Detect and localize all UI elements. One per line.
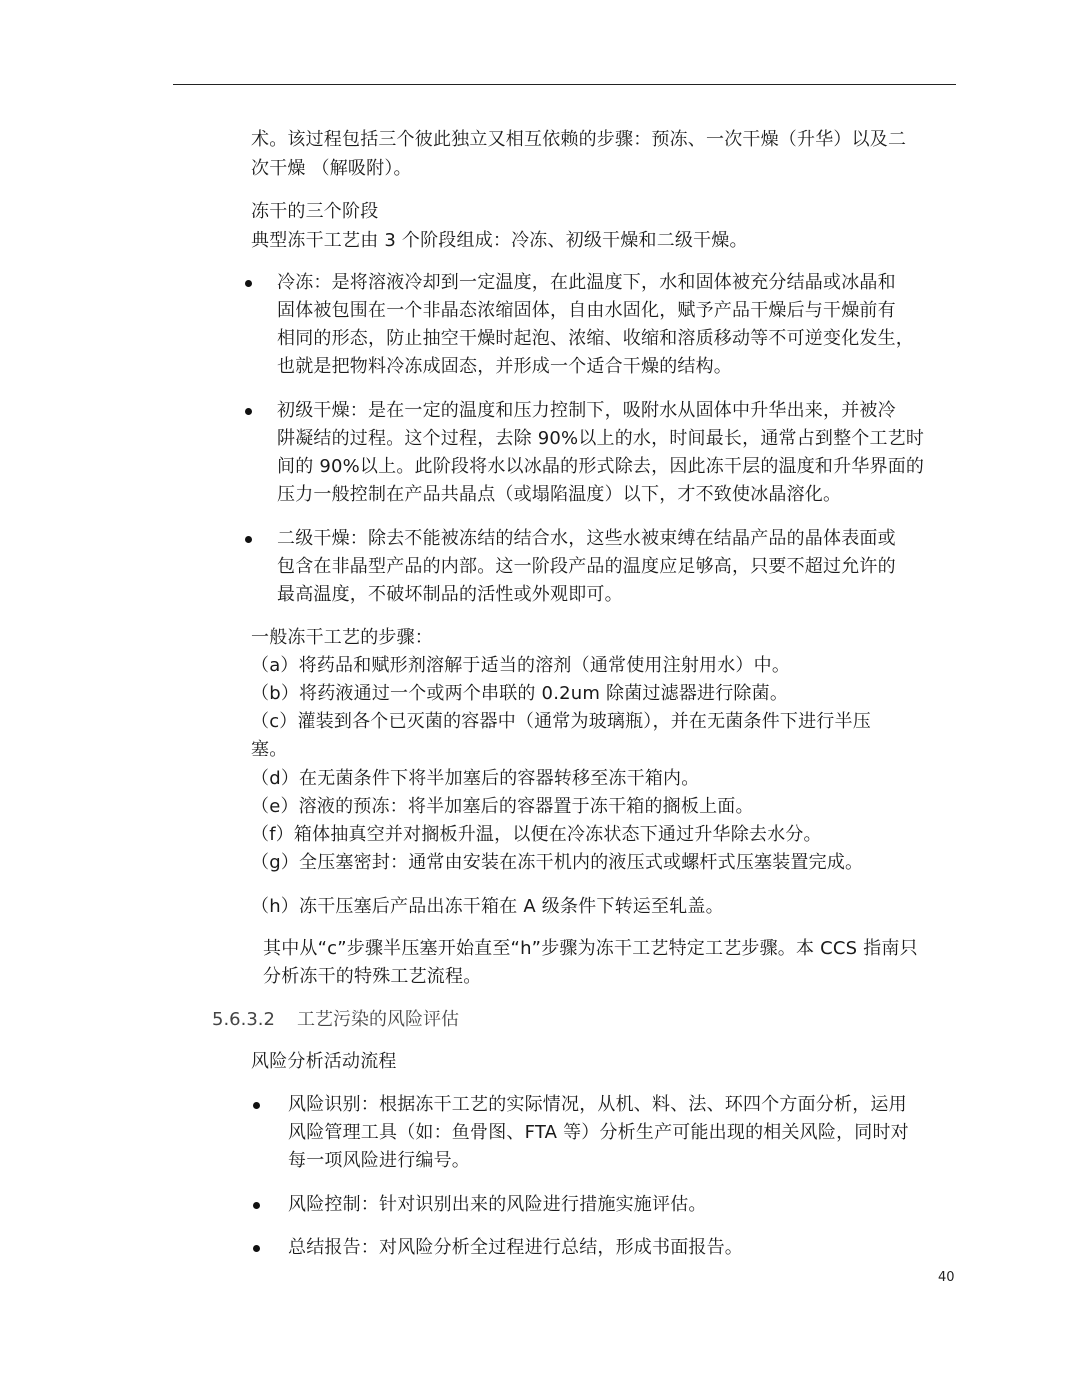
page-number: 40	[938, 1270, 955, 1285]
risk-identify-line-2: 风险管理工具（如：鱼骨图、FTA 等）分析生产可能出现的相关风险，同时对	[288, 1122, 909, 1143]
bullet-icon	[253, 1102, 260, 1109]
step-e: （e）溶液的预冻：将半加塞后的容器置于冻干箱的搁板上面。	[251, 796, 754, 817]
stage-freeze-line-4: 也就是把物料冷冻成固态，并形成一个适合干燥的结构。	[277, 356, 732, 377]
step-g: （g）全压塞密封：通常由安装在冻干机内的液压式或螺杆式压塞装置完成。	[251, 852, 864, 873]
steps-title: 一般冻干工艺的步骤：	[251, 627, 433, 648]
section-heading	[212, 1006, 459, 1034]
step-h: （h）冻干压塞后产品出冻干箱在 A 级条件下转运至轧盖。	[251, 896, 724, 917]
stage-freeze-line-3: 相同的形态，防止抽空干燥时起泡、浓缩、收缩和溶质移动等不可逆变化发生，	[277, 328, 914, 349]
stages-summary: 典型冻干工艺由 3 个阶段组成：冷冻、初级干燥和二级干燥。	[251, 230, 748, 251]
stage-freeze-line-1: 冷冻：是将溶液冷却到一定温度，在此温度下，水和固体被充分结晶或冰晶和	[277, 272, 896, 293]
step-d: （d）在无菌条件下将半加塞后的容器转移至冻干箱内。	[251, 768, 700, 789]
bullet-icon	[245, 536, 252, 543]
risk-report-line-1: 总结报告：对风险分析全过程进行总结，形成书面报告。	[288, 1237, 743, 1258]
step-a: （a）将药品和赋形剂溶解于适当的溶剂（通常使用注射用水）中。	[251, 655, 791, 676]
steps-note-line-2: 分析冻干的特殊工艺流程。	[263, 966, 482, 987]
stages-title: 冻干的三个阶段	[251, 201, 379, 222]
bullet-icon	[253, 1245, 260, 1252]
stage-secondary-line-3: 最高温度，不破坏制品的活性或外观即可。	[277, 584, 623, 605]
intro-line-2: 次干燥 （解吸附）。	[251, 158, 412, 179]
bullet-icon	[245, 408, 252, 415]
step-f: （f）箱体抽真空并对搁板升温，以便在冷冻状态下通过升华除去水分。	[251, 824, 822, 845]
bullet-icon	[245, 280, 252, 287]
stage-primary-line-4: 压力一般控制在产品共晶点（或塌陷温度）以下，才不致使冰晶溶化。	[277, 484, 842, 505]
header-rule	[173, 84, 956, 85]
risk-identify-line-3: 每一项风险进行编号。	[288, 1150, 470, 1171]
stage-primary-line-3: 间的 90%以上。此阶段将水以冰晶的形式除去，因此冻干层的温度和升华界面的	[277, 456, 925, 477]
stage-secondary-line-2: 包含在非晶型产品的内部。这一阶段产品的温度应足够高，只要不超过允许的	[277, 556, 896, 577]
step-c-line-2: 塞。	[251, 739, 288, 760]
step-c-line-1: （c）灌装到各个已灭菌的容器中（通常为玻璃瓶），并在无菌条件下进行半压	[251, 711, 871, 732]
risk-identify-line-1: 风险识别：根据冻干工艺的实际情况，从机、料、法、环四个方面分析，运用	[288, 1094, 907, 1115]
risk-control-line-1: 风险控制：针对识别出来的风险进行措施实施评估。	[288, 1194, 707, 1215]
section-number: 5.6.3.2	[212, 1009, 275, 1030]
stage-primary-line-2: 阱凝结的过程。这个过程，去除 90%以上的水，时间最长，通常占到整个工艺时	[277, 428, 925, 449]
stage-secondary-line-1: 二级干燥：除去不能被冻结的结合水，这些水被束缚在结晶产品的晶体表面或	[277, 528, 896, 549]
stage-primary-line-1: 初级干燥：是在一定的温度和压力控制下，吸附水从固体中升华出来，并被冷	[277, 400, 896, 421]
risk-title: 风险分析活动流程	[251, 1051, 397, 1072]
steps-note-line-1: 其中从“c”步骤半压塞开始直至“h”步骤为冻干工艺特定工艺步骤。本 CCS 指南只	[263, 938, 918, 959]
bullet-icon	[253, 1202, 260, 1209]
section-title: 工艺污染的风险评估	[296, 1009, 459, 1030]
step-b: （b）将药液通过一个或两个串联的 0.2um 除菌过滤器进行除菌。	[251, 683, 789, 704]
stage-freeze-line-2: 固体被包围在一个非晶态浓缩固体，自由水固化，赋予产品干燥后与干燥前有	[277, 300, 896, 321]
intro-line-1: 术。该过程包括三个彼此独立又相互依赖的步骤：预冻、一次干燥（升华）以及二	[251, 129, 907, 150]
